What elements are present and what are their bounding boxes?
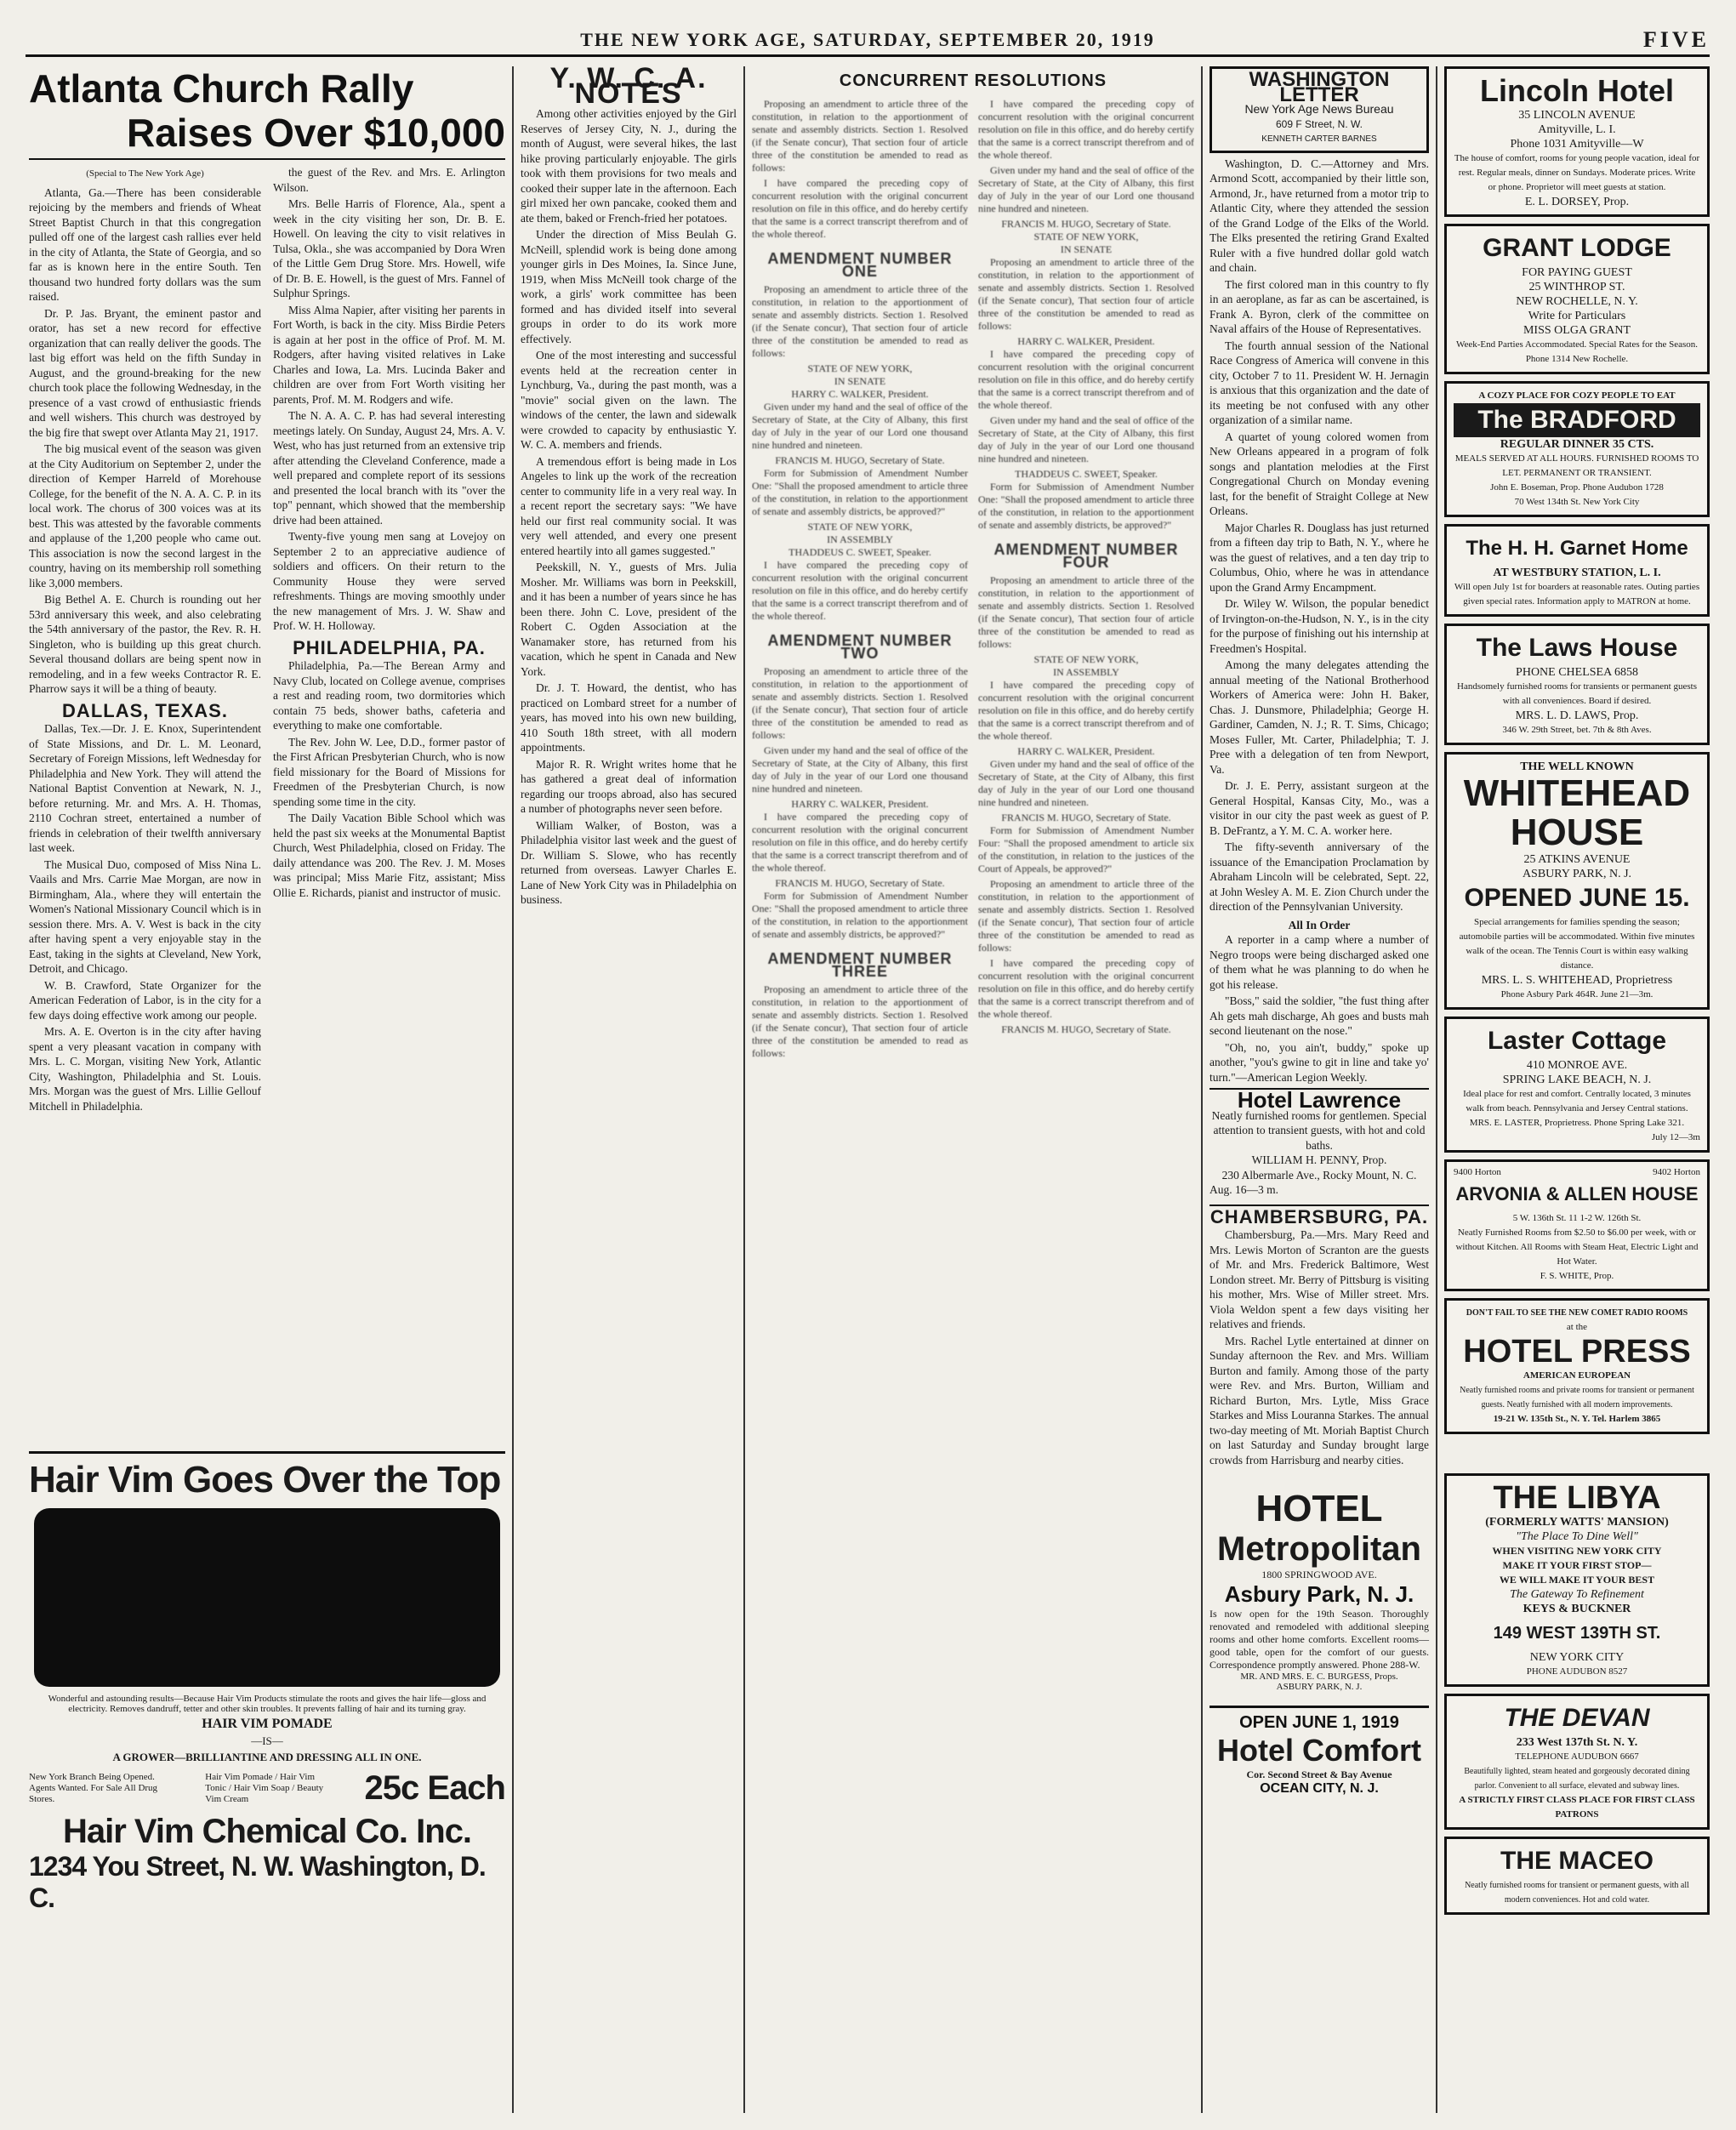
washington-paragraph: Dr. J. E. Perry, assistant surgeon at the General Hospital, Kansas City, Mo., was a visitor in our city the past week as guest of P. B. DeFrantz, a Y. M. C. A. worker here. — [1210, 779, 1429, 837]
dallas-paragraph: W. B. Crawford, State Organizer for the American Federation of Labor, is in the city for a few days doing effective work among our people. — [29, 978, 261, 1022]
washington-paragraph: The first colored man in this country to fly in an aeroplane, as far as can be ascertained, is Frank A. Byron, clerk of the committee on Naval affairs of the House of Representatives. — [1210, 277, 1429, 335]
libya-line: WHEN VISITING NEW YORK CITY — [1492, 1545, 1662, 1557]
arvonia-phone: 9400 Horton — [1454, 1167, 1501, 1177]
bradford-owner: John E. Boseman, Prop. Phone Audubon 1728 — [1490, 482, 1664, 493]
devan-strict: A STRICTLY FIRST CLASS PLACE FOR FIRST CLASS PATRONS — [1459, 1795, 1695, 1820]
chambersburg-paragraph: Mrs. Rachel Lytle entertained at dinner on Sunday afternoon the Rev. and Mrs. William Burton and family. Among those of the party were Rev. and Mrs. Burton, William and Richard Burton, Mrs. Lytle, Miss Grace Starkes and Miss Louranna Starkes. The annual two-day meeting of Mt. Moriah Baptist Church on last Saturday and Sunday brought large crowds from Harrisburg and nearby cities. — [1210, 1334, 1429, 1467]
garnet-home-ad — [1444, 524, 1710, 617]
laws-owner: MRS. L. D. LAWS, Prop. — [1515, 709, 1639, 722]
devan-phone: TELEPHONE AUDUBON 6667 — [1515, 1751, 1639, 1762]
garnet-body: Will open July 1st for boarders at reasonable rates. Outing parties given special rates. Information apply to MATRON at home. — [1454, 582, 1700, 607]
hotel-lawrence-text: Neatly furnished rooms for gentlemen. Special attention to transient guests, with hot and cold baths. — [1211, 1108, 1427, 1152]
amendment-one-heading: AMENDMENT NUMBER ONE — [767, 250, 953, 280]
assembly-label: IN ASSEMBLY — [827, 533, 893, 545]
hair-vim-product: HAIR VIM POMADE — [202, 1717, 333, 1731]
atlanta-section — [29, 66, 505, 2113]
washington-paragraph: Dr. Wiley W. Wilson, the popular benedict of Irvington-on-the-Hudson, N. Y., is in the city for the purpose of finishing out his internship at Freedmen's Hospital. — [1210, 597, 1429, 655]
laws-sub: PHONE CHELSEA 6858 — [1516, 666, 1638, 679]
maceo-title: THE MACEO — [1500, 1847, 1653, 1875]
bradford-ad — [1444, 381, 1710, 517]
hair-vim-items: Hair Vim Pomade / Hair Vim Tonic / Hair Vim Soap / Beauty Vim Cream — [205, 1772, 324, 1804]
ywca-paragraph: Under the direction of Miss Beulah G. McNeill, splendid work is being done among younger girls in Des Moines, Ia. Since June, 1919, when Miss McNeill took charge of the work, a girls' work committee has been formed and has divided itself into several groups in order to do its work more effectively. — [521, 228, 737, 345]
ywca-section — [521, 66, 737, 2113]
senate-label: IN SENATE — [834, 375, 886, 387]
atlanta-paragraph: Big Bethel A. E. Church is rounding out her 53rd anniversary this week, and also celebrating the 54th anniversary of the pastor, the Rev. R. H. Singleton, who is building up this great church. Several thousand dollars are being spent now in remodeling, and in a few weeks Contractor R. E. Pharrow says it will be a thing of beauty. — [29, 593, 261, 695]
washington-address: 609 F Street, N. W. — [1275, 117, 1363, 130]
bradford-title: The BRADFORD — [1454, 403, 1700, 437]
ywca-paragraph: A tremendous effort is being made in Los Angeles to link up the work of the recreation center to community life in a very real way. In a recent report the secretary says: "We have held our first real community social. It was very well attended, and every one present entered heartily into all games suggested." — [521, 454, 737, 557]
atlanta-headline-1: Atlanta Church Rally — [29, 66, 414, 111]
resolution-text: Proposing an amendment to article three of the constitution, in relation to the apportionment of senate and assembly districts. Section 1. Resolved (if the Senate concur), That section four of article three of the constitution be amended to read as follows: — [978, 256, 1194, 332]
walker-signature: HARRY C. WALKER, President. — [791, 798, 929, 810]
grant-line: NEW ROCHELLE, N. Y. — [1516, 295, 1638, 308]
bradford-sub: REGULAR DINNER 35 CTS. — [1500, 438, 1654, 451]
libya-phone: PHONE AUDUBON 8527 — [1526, 1666, 1628, 1677]
lincoln-address: 35 LINCOLN AVENUE — [1518, 109, 1636, 122]
hair-vim-tagline: Wonderful and astounding results—Because Hair Vim Products stimulate the roots and gives the hair life—gloss and electricity. Removes dandruff, tetter and other skin troubles. It prevents falling of hair and its turning gray. — [48, 1694, 487, 1714]
libya-line: WE WILL MAKE IT YOUR BEST — [1499, 1574, 1655, 1586]
libya-gateway: The Gateway To Refinement — [1510, 1588, 1644, 1601]
comfort-open: OPEN JUNE 1, 1919 — [1239, 1713, 1399, 1732]
hotel-lawrence-date: Aug. 16—3 m. — [1210, 1183, 1278, 1196]
resolution-text: Form for Submission of Amendment Number Four: "Shall the proposed amendment to article six of the constitution, in relation to the justices of the Court of Appeals, be approved?" — [978, 824, 1194, 874]
libya-slogan: "The Place To Dine Well" — [1516, 1530, 1638, 1543]
laster-owner: MRS. E. LASTER, Proprietress. Phone Spring Lake 321. — [1469, 1118, 1685, 1128]
hair-vim-company: Hair Vim Chemical Co. Inc. — [62, 1813, 472, 1850]
redacted-image — [34, 1508, 500, 1687]
grant-lodge-title: GRANT LODGE — [1483, 234, 1671, 262]
atlanta-paragraph: Atlanta, Ga.—There has been considerable rejoicing by the members and friends of Wheat Street Baptist Church in that this congregation pulled off one of the largest cash rallies ever held in the city of Atlanta, the State of Georgia, and so far as is known here in the entire South. Ten thousand two hundred forty dollars was the sum raised. — [29, 185, 261, 303]
resolution-text: I have compared the preceding copy of concurrent resolution with the original concurrent resolution on file in this office, and do hereby certify that the same is a correct transcript therefrom and of the whole thereof. — [978, 348, 1194, 411]
whitehead-address: 25 ATKINS AVENUE — [1523, 853, 1631, 866]
libya-former: (FORMERLY WATTS' MANSION) — [1485, 1516, 1669, 1529]
washington-paragraph: Washington, D. C.—Attorney and Mrs. Armond Scott, accompanied by their little son, Armond, Jr., have returned from a motor trip to Atlantic City, where they attended the session of the Grand Lodge of the Elks of the World. The Elks presented the retiring Grand Exalted Ruler with a five hundred dollar gold watch and chain. — [1210, 157, 1429, 274]
whitehead-owner: MRS. L. S. WHITEHEAD, Proprietress — [1481, 974, 1673, 987]
resolutions-section — [752, 66, 1194, 2113]
laws-title: The Laws House — [1476, 634, 1678, 662]
comfort-address: Cor. Second Street & Bay Avenue — [1246, 1768, 1392, 1780]
maceo-body: Neatly furnished rooms for transient or permanent guests, with all modern conveniences. Hot and cold water. — [1465, 1881, 1689, 1905]
assembly-label: IN ASSEMBLY — [1053, 666, 1119, 678]
press-at: at the — [1566, 1322, 1588, 1332]
arvonia-address: 5 W. 136th St. 11 1-2 W. 126th St. — [1512, 1213, 1642, 1223]
atlanta-paragraph: The N. A. A. C. P. has had several interesting meetings lately. On Sunday, August 24, Mrs. A. V. West, who has just returned from an extensive trip after attending the Cleveland Conference, made a well prepared and complete report of its sessions and presented the local branch with its "over the top" pennant, which showed that the membership drive had been attained. — [273, 409, 505, 527]
metropolitan-title: HOTEL — [1255, 1488, 1383, 1529]
bradford-top: A COZY PLACE FOR COZY PEOPLE TO EAT — [1478, 390, 1676, 401]
hugo-signature: FRANCIS M. HUGO, Secretary of State. — [1001, 218, 1171, 230]
atlanta-paragraph: Twenty-five young men sang at Lovejoy on September 2 to an appreciative audience of soldiers and officers. On their return to the Community House they were served refreshments. Things are moving smoothly under the new management of Mrs. J. W. Shaw and Prof. W. H. Holloway. — [273, 530, 505, 632]
masthead — [26, 26, 1710, 57]
metropolitan-owner: MR. AND MRS. E. C. BURGESS, Props. — [1240, 1672, 1398, 1682]
grant-line: 25 WINTHROP ST. — [1528, 281, 1625, 293]
atlanta-headline-2: Raises Over $10,000 — [126, 111, 505, 155]
press-top: DON'T FAIL TO SEE THE NEW COMET RADIO ROOMS — [1466, 1308, 1688, 1318]
ywca-paragraph: William Walker, of Boston, was a Philadelphia visitor last week and the guest of Dr. William S. Slowe, who has recently returned from overseas. Lawyer Charles E. Lane of New York City was in Philadelphia on business. — [521, 818, 737, 906]
laster-address: 410 MONROE AVE. — [1526, 1059, 1628, 1072]
arvonia-phone: 9402 Horton — [1653, 1167, 1700, 1177]
atlanta-column-left — [29, 165, 261, 1115]
column-rule — [1201, 66, 1203, 2113]
laws-house-ad — [1444, 624, 1710, 745]
senate-label: IN SENATE — [1060, 243, 1113, 255]
walker-signature: HARRY C. WALKER, President. — [1017, 745, 1155, 757]
dallas-heading: DALLAS, TEXAS. — [62, 699, 228, 721]
bradford-body: MEALS SERVED AT ALL HOURS. FURNISHED ROOMS TO LET. PERMANENT OR TRANSIENT. — [1454, 453, 1699, 478]
libya-title: THE LIBYA — [1493, 1480, 1661, 1516]
chambersburg-paragraph: Chambersburg, Pa.—Mrs. Mary Reed and Mrs. Lewis Morton of Scranton are the guests of Mr. and Mrs. Frederick Baltimore, West London street. Mr. Berry of Pittsburg is visiting his mother, Mrs. Wise of Miller street. Mrs. Viola Weldon spent a few days visiting her relatives and friends. — [1210, 1228, 1429, 1330]
arvonia-ad — [1444, 1159, 1710, 1291]
hugo-signature: FRANCIS M. HUGO, Secretary of State. — [775, 877, 945, 889]
grant-body: Week-End Parties Accommodated. Special Rates for the Season. Phone 1314 New Rochelle. — [1455, 339, 1699, 364]
whitehead-open: OPENED JUNE 15. — [1464, 884, 1690, 912]
hotel-lawrence-owner: WILLIAM H. PENNY, Prop. — [1251, 1153, 1387, 1166]
laws-address: 346 W. 29th Street, bet. 7th & 8th Aves. — [1502, 725, 1652, 735]
devan-ad — [1444, 1694, 1710, 1830]
dallas-paragraph: Mrs. A. E. Overton is in the city after having spent a very pleasant vacation in company with Mrs. L. C. Morgan, visiting New York, Atlantic City, Washington, Philadelphia and St. Louis. Mrs. Morgan was the guest of Mrs. Lillie Gellouf Mitchell in Philadelphia. — [29, 1025, 261, 1113]
grant-line: Write for Particulars — [1528, 310, 1626, 322]
dallas-paragraph: Dallas, Tex.—Dr. J. E. Knox, Superintendent of State Missions, and Dr. L. M. Leonard, Secretary of Foreign Missions, left Wednesday for Philadelphia and New York. They will attend the National Baptist Convention at Newark, N. J., before returning. Mr. and Mrs. A. H. Thomas, 2110 Cochran street, entertained a number of friends in celebration of their twelfth anniversary last week. — [29, 722, 261, 854]
state-label: STATE OF NEW YORK, — [807, 362, 913, 374]
amendment-two-heading: AMENDMENT NUMBER TWO — [767, 632, 953, 662]
resolution-text: I have compared the preceding copy of concurrent resolution with the original concurrent resolution on file in this office, and do hereby certify that the same is a correct transcript therefrom and of the whole thereof. — [752, 811, 968, 874]
devan-address: 233 West 137th St. N. Y. — [1516, 1736, 1638, 1749]
resolution-text: Form for Submission of Amendment Number One: "Shall the proposed amendment to article three of the constitution, in relation to the apportionment of senate and assembly districts, be approved?" — [978, 481, 1194, 531]
washington-author: KENNETH CARTER BARNES — [1261, 134, 1377, 144]
arvonia-title: ARVONIA & ALLEN HOUSE — [1455, 1183, 1699, 1205]
atlanta-paragraph: The big musical event of the season was given at the City Auditorium on September 2, under the direction of Kemper Harreld of Morehouse College, for the benefit of the N. A. A. C. P. in its local work. The chorus of 300 voices was at its best. This was attested by the favorable comments and applause of the 1,200 people who came out. This association is now the second largest in the country, having on its membership roll something like 3,000 members. — [29, 442, 261, 589]
hugo-signature: FRANCIS M. HUGO, Secretary of State. — [1001, 1023, 1171, 1035]
state-label: STATE OF NEW YORK, — [807, 521, 913, 532]
washington-paragraph: Major Charles R. Douglass has just returned from a fifteen day trip to Bath, N. Y., where he was the guest of relatives, and a ten day trip to Columbus, Ohio, where he was in attendance upon the Grand Army Encampment. — [1210, 521, 1429, 594]
hair-vim-is: —IS— — [251, 1734, 283, 1747]
metropolitan-block — [1210, 1489, 1429, 1797]
chambersburg-heading: CHAMBERSBURG, PA. — [1210, 1205, 1429, 1227]
resolution-text: I have compared the preceding copy of concurrent resolution with the original concurrent resolution on file in this office, and do hereby certify that the same is a correct transcript therefrom and of the whole thereof. — [752, 177, 968, 240]
hotel-comfort-ad — [1210, 1706, 1429, 1797]
whitehead-title-2: HOUSE — [1510, 812, 1644, 853]
metropolitan-city-2: ASBURY PARK, N. J. — [1276, 1682, 1363, 1692]
devan-body: Beautifully lighted, steam heated and gorgeously decorated dining parlor. Convenient to all surface, elevated and subway lines. — [1464, 1767, 1690, 1791]
washington-bureau: New York Age News Bureau — [1244, 102, 1394, 116]
resolution-text: Form for Submission of Amendment Number One: "Shall the proposed amendment to article three of the constitution, in relation to the apportionment of senate and assembly districts, be approved?" — [752, 467, 968, 517]
hair-vim-banner: Hair Vim Goes Over the Top — [29, 1459, 501, 1501]
grant-owner: MISS OLGA GRANT — [1523, 324, 1631, 337]
resolution-text: Proposing an amendment to article three of the constitution, in relation to the apportionment of senate and assembly districts. Section 1. Resolved (if the Senate concur), That section four of article three of the constitution be amended to read as follows: — [752, 283, 968, 359]
hugo-signature: FRANCIS M. HUGO, Secretary of State. — [1001, 812, 1171, 823]
state-label: STATE OF NEW YORK, — [1033, 231, 1139, 242]
atlanta-paragraph: Mrs. Belle Harris of Florence, Ala., spent a week in the city visiting her son, Dr. B. E. Howell. On leaving the city to visit relatives in Tulsa, Okla., she was accompanied by Dora Wren of the Little Gem Drug Store. Mrs. Howell, wife of Dr. B. E. Howell, is the guest of Mrs. Fannel of Sulphur Springs. — [273, 197, 505, 299]
laws-body: Handsomely furnished rooms for transients or permanent guests with all conveniences. Board if desired. — [1457, 681, 1697, 706]
comfort-title: Hotel Comfort — [1217, 1733, 1421, 1768]
resolution-text: Given under my hand and the seal of office of the Secretary of State, at the City of Albany, this first day of July in the year of our Lord one thousand nine hundred and nineteen. — [752, 401, 968, 451]
laster-city: SPRING LAKE BEACH, N. J. — [1502, 1074, 1652, 1086]
lincoln-hotel-title: Lincoln Hotel — [1480, 73, 1674, 108]
resolution-text: I have compared the preceding copy of concurrent resolution with the original concurrent resolution on file in this office, and do hereby certify that the same is a correct transcript therefrom and of the whole thereof. — [752, 559, 968, 622]
hair-vim-grower: A GROWER—BRILLIANTINE AND DRESSING ALL IN ONE. — [112, 1751, 422, 1763]
maceo-ad — [1444, 1837, 1710, 1915]
atlanta-paragraph: Dr. P. Jas. Bryant, the eminent pastor and orator, has set a new record for effective organization that can really deliver the goods. The last big effort was held on the fifth Sunday in August, and the ground-breaking for the new church took place the following Wednesday, in the presence of a vast crowd of enthusiastic friends and well wishers. This church was destroyed by the big fire that swept over Atlanta May 21, 1917. — [29, 306, 261, 439]
press-plans: AMERICAN EUROPEAN — [1523, 1370, 1631, 1381]
comfort-city: OCEAN CITY, N. J. — [1260, 1781, 1379, 1796]
sweet-signature: THADDEUS C. SWEET, Speaker. — [788, 546, 931, 558]
lincoln-owner: E. L. DORSEY, Prop. — [1524, 196, 1630, 208]
walker-signature: HARRY C. WALKER, President. — [1017, 335, 1155, 347]
metropolitan-address: 1800 SPRINGWOOD AVE. — [1261, 1569, 1377, 1580]
laster-cottage-ad — [1444, 1017, 1710, 1153]
washington-paragraph: Among the many delegates attending the annual meeting of the National Brotherhood Workers of America were: John H. Baker, Chas. J. Dunsmore, Philadelphia; George H. Gardiner, Camden, N. J.; R. T. Sims, Chicago; Moses Fuller, Mt. Carter, Philadelphia; T. J. Pree with a delegation of ten from Newport, Va. — [1210, 658, 1429, 776]
philadelphia-paragraph: The Daily Vacation Bible School which was held the past six weeks at the Monumental Baptist Church, West Philadelphia, closed on Friday. The daily attendance was 200. The Rev. J. M. Moses was principal; Miss Marie Fitz, assistant; Miss Ollie E. Richards, pianist and instructor of music. — [273, 812, 505, 899]
column-rule — [512, 66, 514, 2113]
resolution-text: I have compared the preceding copy of concurrent resolution with the original concurrent resolution on file in this office, and do hereby certify that the same is a correct transcript therefrom and of the whole thereof. — [978, 679, 1194, 742]
philadelphia-heading: PHILADELPHIA, PA. — [293, 636, 486, 658]
whitehead-phone: Phone Asbury Park 464R. June 21—3m. — [1500, 989, 1653, 1000]
hotel-lawrence-address: 230 Albermarle Ave., Rocky Mount, N. C. — [1221, 1168, 1417, 1182]
all-in-order-heading: All In Order — [1288, 918, 1351, 931]
grant-line: FOR PAYING GUEST — [1522, 266, 1632, 279]
resolution-text: Proposing an amendment to article three of the constitution, in relation to the apportionment of senate and assembly districts. Section 1. Resolved (if the Senate concur), That section four of article three of the constitution be amended to read as follows: — [752, 98, 968, 174]
resolution-text: Given under my hand and the seal of office of the Secretary of State, at the City of Albany, this first day of July in the year of our Lord one thousand nine hundred and nineteen. — [752, 744, 968, 794]
all-in-order-paragraph: "Boss," said the soldier, "the fust thing after Ah gets mah discharge, Ah goes and busts mah second lieutenant on the nose." — [1210, 994, 1429, 1037]
resolution-text: Proposing an amendment to article three of the constitution, in relation to the apportionment of senate and assembly districts. Section 1. Resolved (if the Senate concur), That section four of article three of the constitution be amended to read as follows: — [978, 878, 1194, 954]
ywca-paragraph: Among other activities enjoyed by the Girl Reserves of Jersey City, N. J., during the month of August, were several hikes, the last hike proving particularly enjoyable. The girls took with them provisions for two meals and cooked their supper late in the afternoon. Each girl mixed her own pancake, cooked them and ate them, baked or French-fried her potatoes. — [521, 107, 737, 225]
devan-title: THE DEVAN — [1504, 1704, 1650, 1732]
lincoln-hotel-ad — [1444, 66, 1710, 217]
resolution-text: I have compared the preceding copy of concurrent resolution with the original concurrent resolution on file in this office, and do hereby certify that the same is a correct transcript therefrom and of the whole thereof. — [978, 957, 1194, 1020]
column-rule — [743, 66, 745, 2113]
atlanta-paragraph: the guest of the Rev. and Mrs. E. Arlington Wilson. — [273, 166, 505, 194]
all-in-order-paragraph: A reporter in a camp where a number of Negro troops were being discharged asked one of them what he was planning to do when he got his release. — [1210, 933, 1429, 991]
lincoln-city: Amityville, L. I. — [1538, 123, 1616, 136]
grant-lodge-ad — [1444, 224, 1710, 374]
arvonia-body: Neatly Furnished Rooms from $2.50 to $6.00 per week, with or without Kitchen. All Rooms with Steam Heat, Electric Light and Hot Water. — [1455, 1227, 1699, 1267]
bottom-ads — [1444, 1473, 1710, 1922]
atlanta-paragraph: Miss Alma Napier, after visiting her parents in Fort Worth, is back in the city. Miss Birdie Peters is again at her post in the office of Prof. M. M. Rodgers, after having visited relatives in Lake Charles and Iowa, La. Mrs. Lucinda Baker and children are over from Fort Worth visiting her parents, Prof. M. M. Rodgers and wife. — [273, 303, 505, 406]
ywca-paragraph: Major R. R. Wright writes home that he has gathered a great deal of information regarding our troops abroad, also has secured a number of photographs never seen before. — [521, 757, 737, 815]
washington-title: WASHINGTON LETTER — [1249, 68, 1390, 106]
philadelphia-paragraph: Philadelphia, Pa.—The Berean Army and Navy Club, located on College avenue, comprises a rest and reading room, two dormitories which contain 75 beds, shower baths, cafeteria and everything to make one comfortable. — [273, 659, 505, 732]
libya-city: NEW YORK CITY — [1529, 1651, 1625, 1664]
walker-signature: HARRY C. WALKER, President. — [791, 388, 929, 400]
laster-body: Ideal place for rest and comfort. Centrally located, 3 minutes walk from beach. Pennsylvania and Jersey Central stations. — [1463, 1089, 1691, 1113]
all-in-order-paragraph: "Oh, no, you ain't, buddy," spoke up another, "you's gwine to git in line and take yo' turn."—American Legion Weekly. — [1210, 1040, 1429, 1084]
ywca-heading: Y. W. C. A. NOTES — [549, 66, 708, 110]
state-label: STATE OF NEW YORK, — [1033, 653, 1139, 665]
washington-paragraph: The fourth annual session of the National Race Congress of America will convene in this city, October 7 to 11. President W. H. Jernagin is anxious that this organization and the date of its meeting be not confused with any other organization of a similar name. — [1210, 339, 1429, 426]
dallas-paragraph: The Musical Duo, composed of Miss Nina L. Vaails and Mrs. Carrie Mae Morgan, are now in Birmingham, Ala., where they will entertain the Women's National Missionary Council which is in session there. Mrs. A. V. West is back in the city after having spent a very enjoyable stay in the East, taking in the sights at Cleveland, New York, Detroit, and Chicago. — [29, 857, 261, 975]
press-title: HOTEL PRESS — [1463, 1334, 1691, 1370]
metropolitan-title-2: Metropolitan — [1217, 1530, 1421, 1568]
whitehead-body: Special arrangements for families spending the season; automobile parties will be accommodated. Within five minutes walk of the ocean. The Tennis Court is within easy walking distance. — [1459, 917, 1695, 971]
laster-title: Laster Cottage — [1487, 1027, 1667, 1055]
hotel-lawrence-title: Hotel Lawrence — [1237, 1087, 1402, 1113]
hair-vim-branches: New York Branch Being Opened. Agents Wanted. For Sale All Drug Stores. — [29, 1772, 158, 1804]
sweet-signature: THADDEUS C. SWEET, Speaker. — [1015, 468, 1158, 480]
washington-section — [1210, 66, 1429, 2113]
whitehead-top: THE WELL KNOWN — [1520, 760, 1634, 773]
hair-vim-price: 25c Each — [364, 1769, 505, 1807]
resolution-text: Given under my hand and the seal of office of the Secretary of State, at the City of Albany, this first day of July in the year of our Lord one thousand nine hundred and nineteen. — [978, 164, 1194, 214]
libya-ad — [1444, 1473, 1710, 1687]
lincoln-phone: Phone 1031 Amityville—W — [1510, 138, 1644, 151]
resolutions-heading: CONCURRENT RESOLUTIONS — [839, 71, 1107, 90]
amendment-three-heading: AMENDMENT NUMBER THREE — [767, 950, 953, 980]
masthead-title: THE NEW YORK AGE, SATURDAY, SEPTEMBER 20, 1919 — [580, 29, 1155, 50]
ywca-paragraph: One of the most interesting and successful events held at the recreation center in Lynchburg, Va., during the past month, was a "movie" social given on the lawn. The windows of the center, the lawn and sidewalk were crowded to capacity by enthusiastic Y. W. C. A. members and friends. — [521, 349, 737, 451]
whitehead-city: ASBURY PARK, N. J. — [1522, 868, 1632, 880]
resolution-text: I have compared the preceding copy of concurrent resolution with the original concurrent resolution on file in this office, and do hereby certify that the same is a correct transcript therefrom and of the whole thereof. — [978, 98, 1194, 161]
column-rule — [1436, 66, 1437, 2113]
philadelphia-paragraph: The Rev. John W. Lee, D.D., former pastor of the First African Presbyterian Church, who is now field missionary for the Board of Missions for Freedmen of the Presbyterian Church, is now spending some time in the city. — [273, 735, 505, 808]
metropolitan-body: Is now open for the 19th Season. Thoroughly renovated and remodeled with additional sleeping rooms and other home comforts. Excellent rooms—good table, open for the comfort of our guests. Correspondence promptly answered. Phone 288-W. — [1210, 1608, 1429, 1671]
washington-paragraph: The fifty-seventh anniversary of the issuance of the Emancipation Proclamation by Abraham Lincoln will be celebrated, Sept. 22, at John Wesley A. M. E. Zion Church under the direction of the Pennsylvanian University. — [1210, 840, 1429, 913]
page-number: FIVE — [1642, 27, 1710, 52]
washington-paragraph: A quartet of young colored women from New Orleans appeared in a program of folk songs and plantation melodies at the First Congregational Church on Monday evening last, for the benefit of Straight College at New Orleans. — [1210, 430, 1429, 517]
hair-vim-ad — [29, 1451, 505, 1914]
resolutions-column-right — [978, 98, 1194, 1062]
libya-owner: KEYS & BUCKNER — [1523, 1603, 1631, 1615]
metropolitan-city: Asbury Park, N. J. — [1224, 1581, 1414, 1607]
resolution-text: Given under my hand and the seal of office of the Secretary of State, at the City of Albany, this first day of July in the year of our Lord one thousand nine hundred and nineteen. — [978, 758, 1194, 808]
laster-date: July 12—3m — [1651, 1132, 1700, 1142]
ywca-paragraph: Dr. J. T. Howard, the dentist, who has practiced on Lombard street for a number of years, has moved into his own new building, 410 South 18th street, with all modern appointments. — [521, 681, 737, 754]
atlanta-byline: (Special to The New York Age) — [86, 168, 204, 179]
resolutions-column-left — [752, 98, 968, 1062]
hotel-press-ad — [1444, 1298, 1710, 1434]
resolution-text: Proposing an amendment to article three of the constitution, in relation to the apportionment of senate and assembly districts. Section 1. Resolved (if the Senate concur), That section four of article three of the constitution be amended to read as follows: — [752, 983, 968, 1059]
libya-address: 149 WEST 139TH ST. — [1493, 1624, 1661, 1643]
resolution-text: Given under my hand and the seal of office of the Secretary of State, at the City of Albany, this first day of July in the year of our Lord one thousand nine hundred and nineteen. — [978, 414, 1194, 464]
hair-vim-address: 1234 You Street, N. W. Washington, D. C. — [29, 1851, 486, 1913]
resolution-text: Proposing an amendment to article three of the constitution, in relation to the apportionment of senate and assembly districts. Section 1. Resolved (if the Senate concur), That section four of article three of the constitution be amended to read as follows: — [752, 665, 968, 741]
amendment-four-heading: AMENDMENT NUMBER FOUR — [993, 541, 1179, 571]
libya-line: MAKE IT YOUR FIRST STOP— — [1502, 1559, 1652, 1571]
garnet-sub: AT WESTBURY STATION, L. I. — [1493, 567, 1661, 579]
resolution-text: Form for Submission of Amendment Number One: "Shall the proposed amendment to article three of the constitution, in relation to the apportionment of senate and assembly districts, be approved?" — [752, 890, 968, 940]
bradford-address: 70 West 134th St. New York City — [1514, 497, 1640, 507]
atlanta-column-right — [273, 165, 505, 1115]
whitehead-house-ad — [1444, 752, 1710, 1010]
press-address: 19-21 W. 135th St., N. Y. Tel. Harlem 3865 — [1493, 1414, 1661, 1424]
lincoln-body: The house of comfort, rooms for young people vacation, ideal for rest. Regular meals, dinner on Sundays. Moderate prices. Write or phone. Proprietor will meet guests at station. — [1454, 153, 1700, 192]
whitehead-title: WHITEHEAD — [1463, 772, 1691, 814]
resolution-text: Proposing an amendment to article three of the constitution, in relation to the apportionment of senate and assembly districts. Section 1. Resolved (if the Senate concur), That section four of article three of the constitution be amended to read as follows: — [978, 574, 1194, 650]
hotel-lawrence-ad — [1210, 1088, 1429, 1198]
washington-heading — [1210, 66, 1429, 153]
arvonia-owner: F. S. WHITE, Prop. — [1540, 1271, 1614, 1281]
ywca-paragraph: Peekskill, N. Y., guests of Mrs. Julia Mosher. Mr. Williams was born in Peekskill, and it has been a number of years since he has been there. John C. Love, president of the Robert C. Ogden Association at the Wanamaker store, has returned from his vacation, which he spent in Canada and New York. — [521, 561, 737, 678]
press-body: Neatly furnished rooms and private rooms for transient or permanent guests. Neatly furnished with all modern improvements. — [1460, 1386, 1694, 1410]
garnet-title: The H. H. Garnet Home — [1466, 537, 1688, 560]
hugo-signature: FRANCIS M. HUGO, Secretary of State. — [775, 454, 945, 466]
